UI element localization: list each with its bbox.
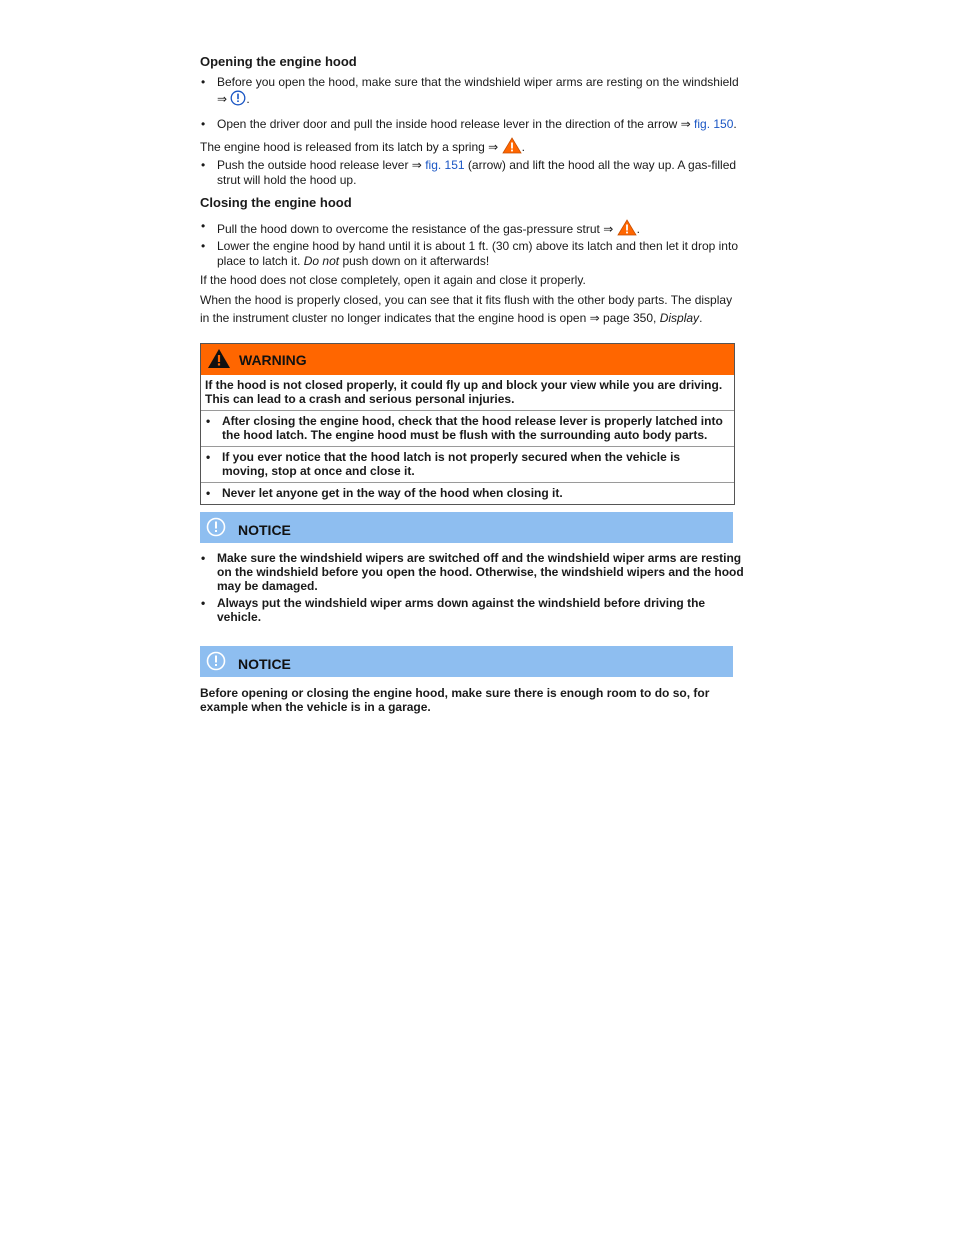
closing-bullet-2	[200, 239, 747, 269]
opening-bullet-3-pre: Push the outside hood release lever ⇒	[217, 158, 422, 172]
opening-bullet-2-text: Open the driver door and pull the inside hood release lever in the direction of the arrow ⇒	[217, 117, 691, 131]
closing-heading: Closing the engine hood	[200, 195, 352, 210]
closing-paragraph-1: If the hood does not close completely, open it again and close it properly.	[200, 273, 586, 287]
warning-triangle-icon[interactable]	[502, 137, 522, 154]
warning-header	[201, 344, 734, 375]
notice-header	[200, 646, 733, 677]
opening-heading: Opening the engine hood	[200, 54, 357, 69]
closing-paragraph-2-line-2: in the instrument cluster no longer indicates that the engine hood is open ⇒ page 350, Display.	[200, 311, 703, 325]
notice-header-icon	[206, 651, 226, 671]
warning-item: • Never let anyone get in the way of the hood when closing it.	[201, 483, 734, 504]
opening-paragraph: The engine hood is released from its latch by a spring ⇒ .	[200, 137, 735, 155]
closing-paragraph-2-line-1: When the hood is properly closed, you can see that it fits flush with the other body parts. The display	[200, 293, 733, 307]
opening-paragraph-text: The engine hood is released from its latch by a spring ⇒	[200, 140, 499, 154]
fig-150-link[interactable]: fig. 150	[694, 117, 734, 131]
notice-icon[interactable]	[230, 90, 246, 106]
warning-title: WARNING	[239, 352, 307, 368]
opening-bullet-1: • Before you open the hood, make sure that the windshield wiper arms are resting on the windshield ⇒ .	[200, 75, 747, 107]
notice-text: Before opening or closing the engine hood, make sure there is enough room to do so, for example when the vehicle is in a garage.	[200, 686, 710, 714]
closing-bullet-2-post: push down on it afterwards!	[342, 254, 490, 268]
warning-box	[200, 343, 735, 505]
warning-intro: If the hood is not closed properly, it could fly up and block your view while you are driving. This can lead to a crash and serious personal injuries.	[201, 375, 734, 411]
closing-bullet-2-em: Do not	[303, 254, 340, 268]
opening-bullet-3-post: (arrow) and lift the hood all the way up. A gas-filled strut will hold the hood up.	[217, 158, 737, 187]
opening-bullet-2: • Open the driver door and pull the inside hood release lever in the direction of the arrow ⇒ fig. 150.	[200, 117, 747, 132]
display-reference: Display	[659, 311, 700, 325]
warning-header-icon	[207, 348, 231, 369]
closing-bullet-1: • Pull the hood down to overcome the resistance of the gas-pressure strut ⇒ .	[200, 219, 747, 237]
closing-bullet-1-text: Pull the hood down to overcome the resistance of the gas-pressure strut ⇒	[217, 222, 614, 236]
notice-item: • Always put the windshield wiper arms down against the windshield before driving the vehicle.	[200, 596, 747, 624]
notice-header-icon	[206, 517, 226, 537]
opening-bullet-3	[200, 158, 747, 188]
fig-151-link[interactable]: fig. 151	[425, 158, 465, 172]
opening-bullet-1-text: Before you open the hood, make sure that the windshield wiper arms are resting on the windshield	[217, 75, 739, 89]
arrow-glyph: ⇒	[217, 92, 228, 106]
notice-item: • Make sure the windshield wipers are switched off and the windshield wiper arms are resting on the windshield before you open the hood. Otherwise, the windshield wipers and the hood may be damaged.	[200, 551, 747, 593]
warning-item: • If you ever notice that the hood latch is not properly secured when the vehicle is moving, stop at once and close it.	[201, 447, 734, 483]
notice-header	[200, 512, 733, 543]
notice-title: NOTICE	[238, 522, 291, 538]
closing-paragraph-2-text: in the instrument cluster no longer indicates that the engine hood is open ⇒ page 350,	[200, 311, 657, 325]
notice-title: NOTICE	[238, 656, 291, 672]
closing-bullet-2-pre: Lower the engine hood by hand until it is about 1 ft. (30 cm) above its latch and then let it drop into place to latch it.	[217, 239, 738, 268]
warning-item: • After closing the engine hood, check that the hood release lever is properly latched into the hood latch. The engine hood must be flush with the surrounding auto body parts.	[201, 411, 734, 447]
warning-triangle-icon[interactable]	[617, 219, 637, 236]
